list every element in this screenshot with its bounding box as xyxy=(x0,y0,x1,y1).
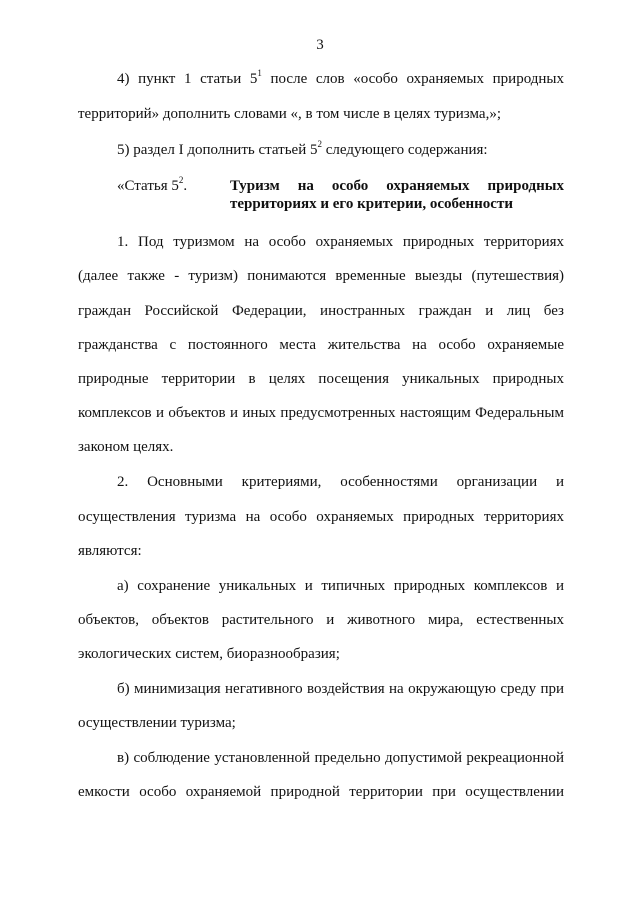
article-label-dot: . xyxy=(183,178,188,194)
article-label xyxy=(117,177,187,195)
item-4-line-2: территорий» дополнить словами «, в том числе в целях туризма,»; xyxy=(78,106,501,122)
paragraph-1-line-7: законом целях. xyxy=(78,439,174,455)
paragraph-2-line-3: являются: xyxy=(78,543,142,559)
item-a-line-1: а) сохранение уникальных и типичных природных комплексов и xyxy=(117,578,564,594)
item-5-superscript: 2 xyxy=(317,139,322,149)
item-5-text-b: следующего содержания: xyxy=(321,142,488,158)
item-c-line-2: емкости особо охраняемой природной территории при осуществлении xyxy=(78,784,564,800)
item-5-text-a: 5) раздел I дополнить статьей 5 xyxy=(117,142,318,158)
item-4-superscript: 1 xyxy=(257,68,262,78)
item-b-line-1: б) минимизация негативного воздействия на окружающую среду при xyxy=(117,681,564,697)
item-a-line-3: экологических систем, биоразнообразия; xyxy=(78,646,340,662)
paragraph-1-line-1: 1. Под туризмом на особо охраняемых природных территориях xyxy=(117,234,564,250)
item-4-text-a: 4) пункт 1 статьи 5 xyxy=(117,71,258,87)
item-a-line-2: объектов, объектов растительного и животного мира, естественных xyxy=(78,612,564,628)
item-b-line-2: осуществлении туризма; xyxy=(78,715,236,731)
article-title xyxy=(230,177,564,213)
article-title-line-2: территориях и его критерии, особенности xyxy=(230,196,513,212)
page-number: 3 xyxy=(316,37,324,53)
paragraph-2-line-2: осуществления туризма на особо охраняемых природных территориях xyxy=(78,509,564,525)
paragraph-1-line-2: (далее также - туризм) понимаются временные выезды (путешествия) xyxy=(78,268,564,284)
paragraph-1-line-5: природные территории в целях посещения уникальных природных xyxy=(78,371,564,387)
item-c-line-1: в) соблюдение установленной предельно допустимой рекреационной xyxy=(117,750,564,766)
paragraph-2-line-1: 2. Основными критериями, особенностями организации и xyxy=(117,474,564,490)
article-label-superscript: 2 xyxy=(178,175,184,185)
article-title-line-1: Туризм на особо охраняемых природных xyxy=(230,178,564,194)
item-5-line xyxy=(117,141,564,159)
paragraph-1-line-6: комплексов и объектов и иных предусмотренных настоящим Федеральным xyxy=(78,405,564,421)
item-4-line-1 xyxy=(117,70,564,88)
article-heading xyxy=(117,177,564,217)
article-label-text: «Статья 5 xyxy=(117,178,179,194)
paragraph-1-line-4: гражданства с постоянного места жительства на особо охраняемые xyxy=(78,337,564,353)
item-4-text-b: после слов «особо охраняемых природных xyxy=(261,71,564,87)
paragraph-1-line-3: граждан Российской Федерации, иностранных граждан и лиц без xyxy=(78,303,564,319)
